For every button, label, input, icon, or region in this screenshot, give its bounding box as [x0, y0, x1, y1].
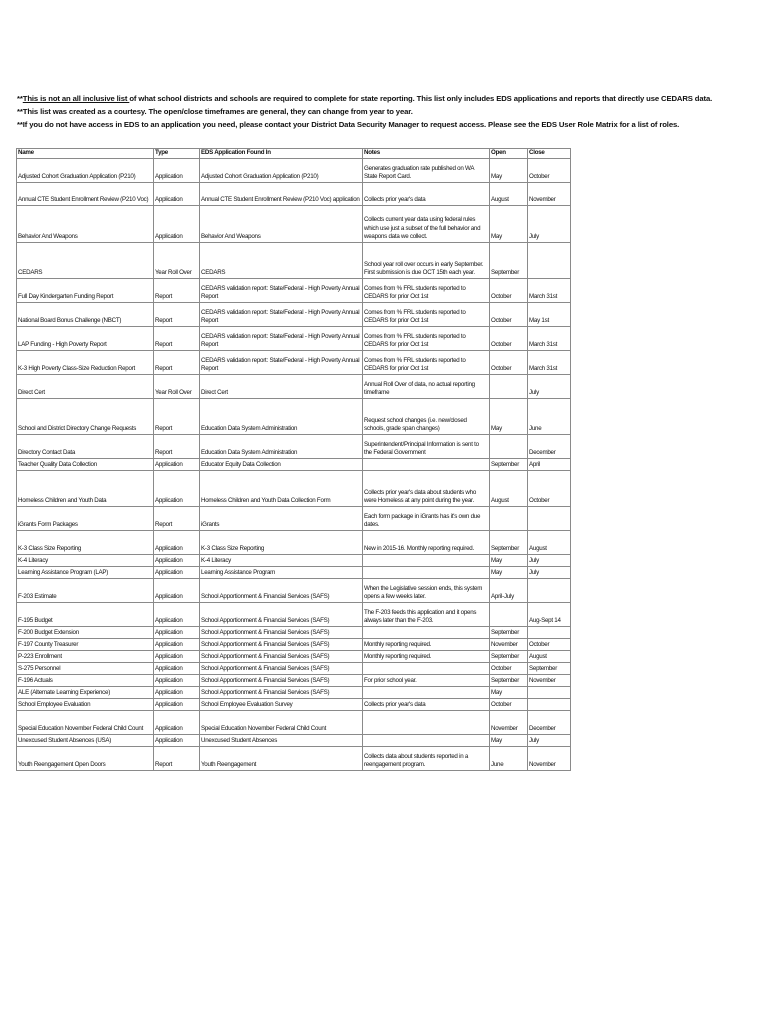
cell-type: Application [154, 459, 200, 471]
cell-notes: Monthly reporting required. [363, 639, 490, 651]
cell-app: iGrants [200, 507, 363, 531]
note-line-1-lead: ** [17, 94, 23, 103]
cell-app: School Apportionment & Financial Services (SAFS) [200, 639, 363, 651]
cell-notes [363, 459, 490, 471]
cell-name: K-3 Class Size Reporting [17, 531, 154, 555]
cell-notes: Collects prior year's data [363, 183, 490, 206]
cell-close: October [528, 639, 571, 651]
cell-app: Unexcused Student Absences [200, 735, 363, 747]
cell-type: Year Roll Over [154, 375, 200, 399]
cell-type: Report [154, 303, 200, 327]
cell-open: September [490, 243, 528, 279]
cell-close: June [528, 399, 571, 435]
cell-app: School Apportionment & Financial Services (SAFS) [200, 603, 363, 627]
cell-open: May [490, 399, 528, 435]
table-row [17, 327, 571, 351]
cell-open: May [490, 206, 528, 243]
cell-app: CEDARS validation report: State/Federal - High Poverty Annual Report [200, 351, 363, 375]
cell-name: K-4 Literacy [17, 555, 154, 567]
table-row [17, 206, 571, 243]
cell-open: September [490, 651, 528, 663]
cell-open [490, 435, 528, 459]
cell-app: School Apportionment & Financial Services (SAFS) [200, 579, 363, 603]
cell-app: Homeless Children and Youth Data Collection Form [200, 471, 363, 507]
cell-name: Direct Cert [17, 375, 154, 399]
cell-notes [363, 687, 490, 699]
cell-close: November [528, 183, 571, 206]
cell-open: October [490, 663, 528, 675]
cell-notes: Annual Roll Over of data, no actual reporting timeframe [363, 375, 490, 399]
cell-open: May [490, 567, 528, 579]
cell-name: Behavior And Weapons [17, 206, 154, 243]
cell-notes [363, 555, 490, 567]
cell-name: Learning Assistance Program (LAP) [17, 567, 154, 579]
cell-app: K-3 Class Size Reporting [200, 531, 363, 555]
table-row [17, 567, 571, 579]
cell-app: CEDARS validation report: State/Federal - High Poverty Annual Report [200, 327, 363, 351]
cell-app: School Employee Evaluation Survey [200, 699, 363, 711]
cell-app: Special Education November Federal Child Count [200, 711, 363, 735]
cell-type: Application [154, 579, 200, 603]
header-name: Name [17, 149, 154, 159]
cell-notes: New in 2015-16. Monthly reporting required. [363, 531, 490, 555]
cell-app: School Apportionment & Financial Services (SAFS) [200, 663, 363, 675]
cell-notes: When the Legislative session ends, this system opens a few weeks later. [363, 579, 490, 603]
table-row [17, 435, 571, 459]
cell-name: F-200 Budget Extension [17, 627, 154, 639]
cell-open: September [490, 531, 528, 555]
note-line-2: **This list was created as a courtesy. The open/close timeframes are general, they can change from year to year. [17, 107, 413, 116]
table-row [17, 399, 571, 435]
cell-notes: Generates graduation rate published on WA State Report Card. [363, 159, 490, 183]
cell-app: Youth Reengagement [200, 747, 363, 771]
cell-app: Learning Assistance Program [200, 567, 363, 579]
cell-notes: For prior school year. [363, 675, 490, 687]
header-app: EDS Application Found In [200, 149, 363, 159]
cell-app: CEDARS [200, 243, 363, 279]
cell-close: December [528, 435, 571, 459]
cell-type: Application [154, 735, 200, 747]
cell-name: S-275 Personnel [17, 663, 154, 675]
cell-type: Application [154, 675, 200, 687]
cell-app: Educator Equity Data Collection [200, 459, 363, 471]
cell-notes: Each form package in iGrants has it's own due dates. [363, 507, 490, 531]
cell-type: Report [154, 435, 200, 459]
cell-type: Report [154, 399, 200, 435]
cell-notes [363, 711, 490, 735]
cell-type: Report [154, 507, 200, 531]
cell-notes: Collects prior year's data about students who were Homeless at any point during the year. [363, 471, 490, 507]
cell-type: Application [154, 627, 200, 639]
cell-close: July [528, 206, 571, 243]
cell-type: Report [154, 327, 200, 351]
cell-type: Year Roll Over [154, 243, 200, 279]
cell-app: CEDARS validation report: State/Federal - High Poverty Annual Report [200, 303, 363, 327]
cell-close: July [528, 375, 571, 399]
header-type: Type [154, 149, 200, 159]
cell-open: May [490, 555, 528, 567]
table-row [17, 531, 571, 555]
cell-name: ALE (Alternate Learning Experience) [17, 687, 154, 699]
intro-notes [17, 92, 762, 131]
cell-app: Education Data System Administration [200, 399, 363, 435]
cell-close [528, 243, 571, 279]
table-row [17, 507, 571, 531]
table-row [17, 711, 571, 735]
cell-type: Application [154, 639, 200, 651]
cell-open [490, 603, 528, 627]
table-body [17, 159, 571, 771]
cell-type: Application [154, 711, 200, 735]
table-row [17, 471, 571, 507]
cell-notes: Collects current year data using federal rules which use just a subset of the full behavior and weapons data we collect. [363, 206, 490, 243]
header-close: Close [528, 149, 571, 159]
table-row [17, 183, 571, 206]
cell-close [528, 699, 571, 711]
table-row [17, 663, 571, 675]
cell-open [490, 375, 528, 399]
table-row [17, 579, 571, 603]
note-line-1-underlined: This is not an all inclusive list [22, 94, 130, 103]
cell-type: Application [154, 567, 200, 579]
cell-type: Report [154, 351, 200, 375]
table-row [17, 243, 571, 279]
cell-open: October [490, 327, 528, 351]
cell-notes: Request school changes (i.e. new/closed schools, grade span changes) [363, 399, 490, 435]
cell-app: Education Data System Administration [200, 435, 363, 459]
cell-notes: Comes from % FRL students reported to CEDARS for prior Oct 1st [363, 303, 490, 327]
cell-open [490, 507, 528, 531]
cell-close: November [528, 747, 571, 771]
cell-close [528, 687, 571, 699]
table-row [17, 675, 571, 687]
cell-close: Aug-Sept 14 [528, 603, 571, 627]
cell-open: August [490, 183, 528, 206]
cell-name: F-203 Estimate [17, 579, 154, 603]
cell-close: October [528, 159, 571, 183]
cell-close [528, 627, 571, 639]
cell-name: LAP Funding - High Poverty Report [17, 327, 154, 351]
cell-notes [363, 663, 490, 675]
cell-notes: Collects prior year's data [363, 699, 490, 711]
cell-name: Directory Contact Data [17, 435, 154, 459]
cell-notes [363, 567, 490, 579]
cell-name: F-196 Actuals [17, 675, 154, 687]
cell-close: March 31st [528, 279, 571, 303]
table-row [17, 279, 571, 303]
cell-type: Application [154, 183, 200, 206]
cell-open: May [490, 159, 528, 183]
cell-name: F-195 Budget [17, 603, 154, 627]
cell-name: Youth Reengagement Open Doors [17, 747, 154, 771]
cell-name: School and District Directory Change Requests [17, 399, 154, 435]
note-line-1 [17, 92, 762, 105]
cell-close: November [528, 675, 571, 687]
cell-type: Report [154, 747, 200, 771]
cell-app: K-4 Literacy [200, 555, 363, 567]
cell-notes: Monthly reporting required. [363, 651, 490, 663]
cell-open: June [490, 747, 528, 771]
cell-app: School Apportionment & Financial Services (SAFS) [200, 627, 363, 639]
cell-open: November [490, 639, 528, 651]
table-row [17, 303, 571, 327]
cell-close: December [528, 711, 571, 735]
note-line-1-rest: of what school districts and schools are required to complete for state reporting. This list only includes EDS applications and reports that directly use CEDARS data. [129, 94, 713, 103]
cell-app: Adjusted Cohort Graduation Application (P210) [200, 159, 363, 183]
cell-type: Application [154, 206, 200, 243]
cell-type: Application [154, 603, 200, 627]
cell-notes: Collects data about students reported in a reengagement program. [363, 747, 490, 771]
cell-type: Application [154, 651, 200, 663]
cell-type: Application [154, 531, 200, 555]
cell-notes: Comes from % FRL students reported to CEDARS for prior Oct 1st [363, 327, 490, 351]
cell-close: September [528, 663, 571, 675]
reporting-table [16, 148, 571, 771]
cell-notes: Comes from % FRL students reported to CEDARS for prior Oct 1st [363, 279, 490, 303]
table-row [17, 603, 571, 627]
table-row [17, 375, 571, 399]
cell-name: Adjusted Cohort Graduation Application (P210) [17, 159, 154, 183]
table-row [17, 555, 571, 567]
cell-name: Full Day Kindergarten Funding Report [17, 279, 154, 303]
cell-app: Behavior And Weapons [200, 206, 363, 243]
header-open: Open [490, 149, 528, 159]
table-row [17, 651, 571, 663]
cell-app: School Apportionment & Financial Services (SAFS) [200, 675, 363, 687]
cell-type: Application [154, 687, 200, 699]
cell-name: National Board Bonus Challenge (NBCT) [17, 303, 154, 327]
cell-notes: The F-203 feeds this application and it opens always later than the F-203. [363, 603, 490, 627]
cell-type: Application [154, 699, 200, 711]
cell-open: October [490, 279, 528, 303]
cell-close: March 31st [528, 327, 571, 351]
cell-name: Homeless Children and Youth Data [17, 471, 154, 507]
cell-open: May [490, 687, 528, 699]
cell-open: October [490, 699, 528, 711]
cell-open: April-July [490, 579, 528, 603]
cell-close: October [528, 471, 571, 507]
table-row [17, 459, 571, 471]
cell-notes: Comes from % FRL students reported to CEDARS for prior Oct 1st [363, 351, 490, 375]
cell-name: School Employee Evaluation [17, 699, 154, 711]
cell-name: iGrants Form Packages [17, 507, 154, 531]
cell-name: CEDARS [17, 243, 154, 279]
cell-name: Unexcused Student Absences (USA) [17, 735, 154, 747]
cell-close: April [528, 459, 571, 471]
cell-type: Application [154, 663, 200, 675]
cell-name: Special Education November Federal Child Count [17, 711, 154, 735]
cell-app: School Apportionment & Financial Services (SAFS) [200, 687, 363, 699]
cell-close: August [528, 531, 571, 555]
cell-notes [363, 735, 490, 747]
cell-notes: School year roll over occurs in early September. First submission is due OCT 15th each year. [363, 243, 490, 279]
cell-app: Annual CTE Student Enrollment Review (P210 Voc) application [200, 183, 363, 206]
header-notes: Notes [363, 149, 490, 159]
cell-app: CEDARS validation report: State/Federal - High Poverty Annual Report [200, 279, 363, 303]
cell-notes: Superintendent/Principal Information is sent to the Federal Government [363, 435, 490, 459]
cell-close: July [528, 555, 571, 567]
cell-name: F-197 County Treasurer [17, 639, 154, 651]
table-row [17, 159, 571, 183]
table-row [17, 687, 571, 699]
cell-type: Application [154, 471, 200, 507]
table-row [17, 747, 571, 771]
cell-open: October [490, 303, 528, 327]
header-row [17, 149, 571, 159]
cell-open: September [490, 459, 528, 471]
cell-open: September [490, 627, 528, 639]
cell-type: Report [154, 279, 200, 303]
cell-close [528, 507, 571, 531]
table-row [17, 735, 571, 747]
cell-name: P-223 Enrollment [17, 651, 154, 663]
note-line-3: **If you do not have access in EDS to an application you need, please contact your District Data Security Manager to request access. Please see the EDS User Role Matrix for a list of roles. [17, 120, 680, 129]
cell-close: July [528, 735, 571, 747]
table-row [17, 639, 571, 651]
cell-app: Direct Cert [200, 375, 363, 399]
cell-open: October [490, 351, 528, 375]
cell-close [528, 579, 571, 603]
cell-open: May [490, 735, 528, 747]
cell-close: May 1st [528, 303, 571, 327]
cell-open: August [490, 471, 528, 507]
cell-name: K-3 High Poverty Class-Size Reduction Report [17, 351, 154, 375]
table-row [17, 351, 571, 375]
cell-type: Application [154, 555, 200, 567]
table-row [17, 699, 571, 711]
table-row [17, 627, 571, 639]
cell-close: July [528, 567, 571, 579]
cell-name: Annual CTE Student Enrollment Review (P210 Voc) [17, 183, 154, 206]
cell-name: Teacher Quality Data Collection [17, 459, 154, 471]
cell-app: School Apportionment & Financial Services (SAFS) [200, 651, 363, 663]
cell-close: March 31st [528, 351, 571, 375]
cell-type: Application [154, 159, 200, 183]
cell-open: September [490, 675, 528, 687]
cell-notes [363, 627, 490, 639]
cell-open: November [490, 711, 528, 735]
cell-close: August [528, 651, 571, 663]
